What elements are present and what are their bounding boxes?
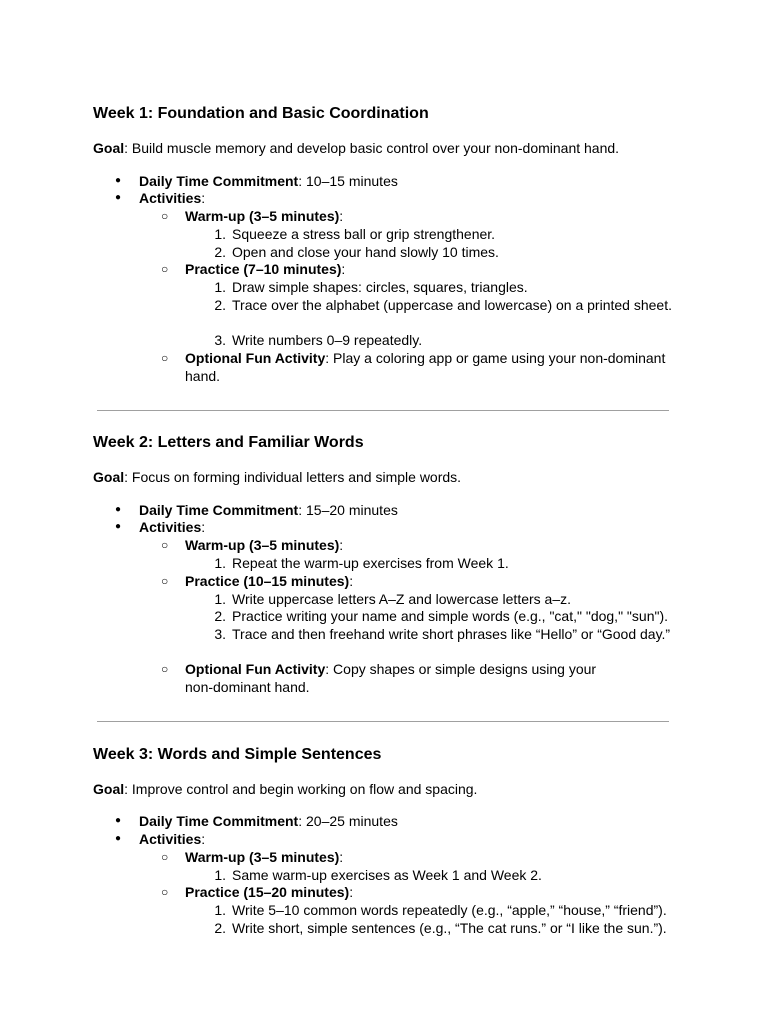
time-text: : 20–25 minutes: [298, 813, 398, 829]
warmup-label: Warm-up (3–5 minutes): [185, 849, 340, 865]
week-2-goal: [93, 468, 461, 486]
week-1-heading: Week 1: Foundation and Basic Coordination: [93, 105, 429, 122]
week-3-goal: [93, 780, 477, 798]
warmup-text: :: [339, 208, 344, 224]
list-item: 1. Write uppercase letters A–Z and lowercase letters a–z.: [214, 591, 572, 607]
fun-label: Optional Fun Activity: [185, 661, 326, 677]
practice-item: [185, 260, 677, 278]
time-commitment-item: [139, 501, 398, 519]
practice-label: Practice (10–15 minutes): [185, 573, 350, 589]
warmup-label: Warm-up (3–5 minutes): [185, 208, 340, 224]
activities-item: [139, 189, 205, 207]
list-item: 2. Write short, simple sentences (e.g., “The cat runs.” or “I like the sun.”).: [214, 920, 667, 936]
list-item: 1. Same warm-up exercises as Week 1 and Week 2.: [214, 867, 542, 883]
week-1-goal: [93, 139, 619, 157]
goal-text: : Improve control and begin working on flow and spacing.: [124, 781, 478, 797]
warmup-item: [185, 207, 677, 225]
time-label: Daily Time Commitment: [139, 502, 299, 518]
activities-text: :: [201, 831, 206, 847]
list-item: 1. Write 5–10 common words repeatedly (e.g., “apple,” “house,” “friend”).: [214, 902, 667, 918]
warmup-item: [185, 536, 677, 554]
time-text: : 15–20 minutes: [298, 502, 398, 518]
list-item: 1. Draw simple shapes: circles, squares, triangles.: [214, 279, 528, 295]
practice-item: [185, 572, 677, 590]
list-item: 2. Open and close your hand slowly 10 times.: [214, 244, 499, 260]
week-3-heading: Week 3: Words and Simple Sentences: [93, 746, 382, 763]
week-2-heading: Week 2: Letters and Familiar Words: [93, 434, 364, 451]
list-item: 1. Squeeze a stress ball or grip strengthener.: [214, 226, 496, 242]
goal-label: Goal: [93, 781, 125, 797]
activities-item: [139, 518, 205, 536]
goal-text: : Build muscle memory and develop basic control over your non-dominant hand.: [124, 140, 620, 156]
activities-label: Activities: [139, 519, 202, 535]
goal-label: Goal: [93, 140, 125, 156]
practice-text: :: [341, 261, 346, 277]
practice-text: :: [349, 884, 354, 900]
time-commitment-item: [139, 812, 398, 830]
warmup-item: [185, 848, 677, 866]
warmup-text: :: [339, 537, 344, 553]
goal-text: : Focus on forming individual letters and simple words.: [124, 469, 462, 485]
list-item: 3. Write numbers 0–9 repeatedly.: [214, 332, 423, 348]
list-item: 2. Practice writing your name and simple words (e.g., "cat," "dog," "sun").: [214, 608, 668, 624]
practice-label: Practice (7–10 minutes): [185, 261, 342, 277]
activities-text: :: [201, 190, 206, 206]
warmup-label: Warm-up (3–5 minutes): [185, 537, 340, 553]
activities-label: Activities: [139, 831, 202, 847]
fun-activity-item: [185, 349, 677, 385]
activities-label: Activities: [139, 190, 202, 206]
fun-label: Optional Fun Activity: [185, 350, 326, 366]
time-label: Daily Time Commitment: [139, 813, 299, 829]
practice-label: Practice (15–20 minutes): [185, 884, 350, 900]
section-divider: [97, 721, 669, 722]
section-divider: [97, 410, 669, 411]
fun-text: : Play a coloring app or game using your non-dominant hand.: [185, 350, 666, 384]
list-item: 3. Trace and then freehand write short phrases like “Hello” or “Good day.”: [214, 626, 671, 642]
activities-item: [139, 830, 205, 848]
list-item: 2. Trace over the alphabet (uppercase and lowercase) on a printed sheet.: [214, 297, 672, 313]
practice-text: :: [349, 573, 354, 589]
goal-label: Goal: [93, 469, 125, 485]
fun-text: : Copy shapes or simple designs using your non-dominant hand.: [185, 661, 597, 695]
activities-text: :: [201, 519, 206, 535]
time-text: : 10–15 minutes: [298, 173, 398, 189]
time-commitment-item: [139, 172, 398, 190]
fun-activity-item: [185, 660, 615, 696]
list-item: 1. Repeat the warm-up exercises from Week 1.: [214, 555, 509, 571]
warmup-text: :: [339, 849, 344, 865]
practice-item: [185, 883, 677, 901]
time-label: Daily Time Commitment: [139, 173, 299, 189]
